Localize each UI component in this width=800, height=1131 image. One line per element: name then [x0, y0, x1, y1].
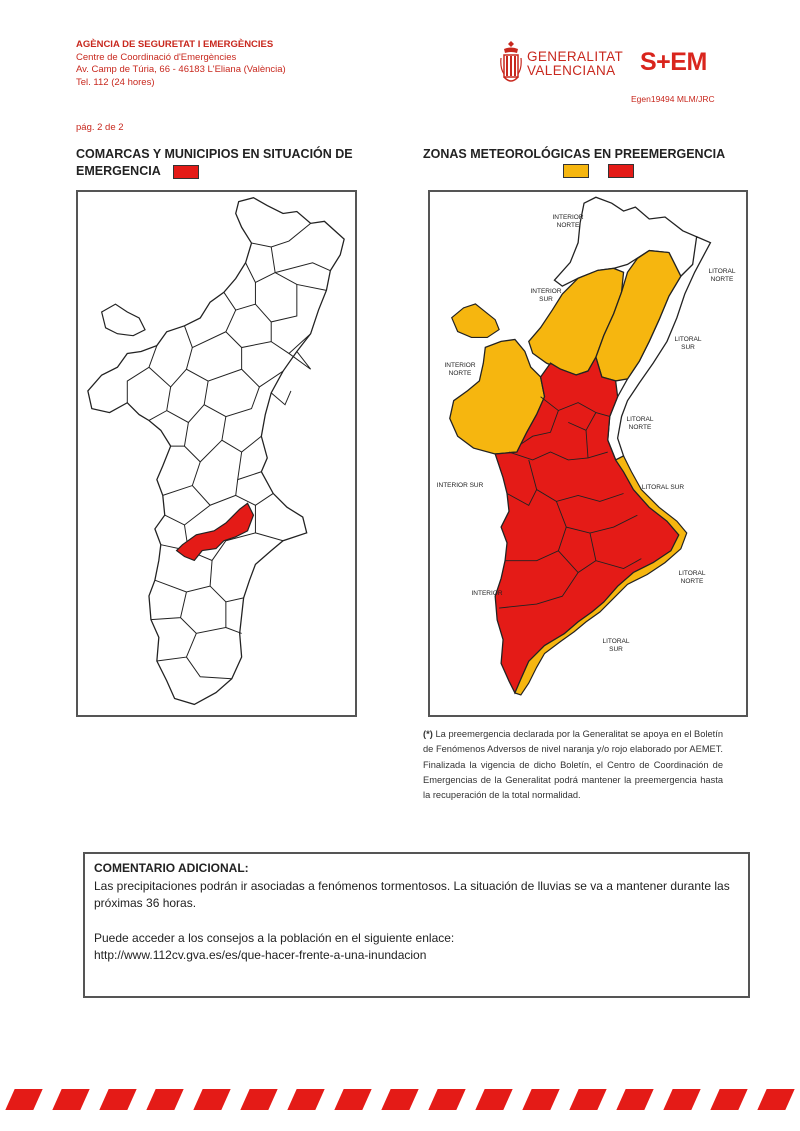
agency-name: AGÈNCIA DE SEGURETAT I EMERGÈNCIES — [76, 39, 274, 50]
comment-weather-text: Las precipitaciones podrán ir asociadas a fenómenos tormentosos. La situación de lluvias se va a mantener durante las próximas 36 horas. — [94, 878, 730, 910]
footer-stripes — [0, 1089, 800, 1110]
footer-stripe — [663, 1089, 700, 1110]
footer-stripe — [616, 1089, 653, 1110]
island-outline — [102, 304, 145, 336]
emergency-color-swatch — [173, 165, 199, 179]
left-map-title: COMARCAS Y MUNICIPIOS EN SITUACIÓN DE EMERGENCIA — [76, 147, 353, 178]
document-reference: Egen19494 MLM/JRC — [631, 94, 715, 104]
generalitat-emblem-icon — [500, 40, 522, 86]
footer-stripe — [240, 1089, 277, 1110]
comment-advice-text: Puede acceder a los consejos a la población en el siguiente enlace: — [94, 930, 455, 945]
zone-label-interior-sur-1: INTERIOR SUR — [530, 288, 562, 303]
zone-label-litoral-norte-2: LITORAL NORTE — [626, 416, 654, 431]
zone-label-interior-sur-2: INTERIOR SUR — [436, 482, 484, 489]
agency-header — [76, 39, 286, 89]
generalitat-logo — [500, 38, 622, 88]
footer-stripe — [334, 1089, 371, 1110]
footer-stripe — [522, 1089, 559, 1110]
footer-stripe — [569, 1089, 606, 1110]
footnote-text: La preemergencia declarada por la Generalitat se apoya en el Boletín de Fenómenos Adversos de nivel naranja y/o rojo elaborado por AEMET. Finalizada la vigencia de dicho Boletín, el Centro de Coordinación de Emergencias de la Generalitat podrá mantener la preemergencia hasta la recuperación de la total normalidad. — [423, 729, 723, 801]
orange-level-swatch — [563, 164, 589, 178]
footer-stripe — [475, 1089, 512, 1110]
footer-stripe — [5, 1089, 42, 1110]
agency-phone: Tel. 112 (24 hores) — [76, 76, 155, 88]
footer-stripe — [428, 1089, 465, 1110]
footer-stripe — [757, 1089, 794, 1110]
footer-stripe — [381, 1089, 418, 1110]
meteo-zones-map-svg — [430, 192, 746, 715]
gva-line2: VALENCIANA — [527, 63, 616, 78]
zone-label-interior: INTERIOR — [471, 590, 503, 597]
page-number: pág. 2 de 2 — [76, 122, 124, 133]
zone-label-interior-norte-2: INTERIOR NORTE — [444, 362, 476, 377]
zone-label-litoral-norte-1: LITORAL NORTE — [708, 268, 736, 283]
footer-stripe — [710, 1089, 747, 1110]
agency-address: Av. Camp de Túria, 66 - 46183 L'Eliana (València) — [76, 64, 286, 75]
preemergency-footnote — [423, 727, 723, 803]
generalitat-wordmark — [527, 50, 623, 78]
footer-stripe — [52, 1089, 89, 1110]
zone-label-litoral-sur-3: LITORAL SUR — [602, 638, 630, 653]
zone-label-litoral-sur-1: LITORAL SUR — [674, 336, 702, 351]
zone-label-interior-norte-1: INTERIOR NORTE — [552, 214, 584, 229]
comarcas-map-svg — [78, 192, 355, 715]
red-level-swatch — [608, 164, 634, 178]
zone-label-litoral-sur-2: LITORAL SUR — [641, 484, 685, 491]
advice-link[interactable]: http://www.112cv.gva.es/es/que-hacer-frente-a-una-inundacion — [94, 948, 427, 962]
region-outline — [88, 198, 344, 705]
footer-stripe — [146, 1089, 183, 1110]
zone-label-litoral-norte-3: LITORAL NORTE — [678, 570, 706, 585]
right-map-title: ZONAS METEOROLÓGICAS EN PREEMERGENCIA — [423, 147, 726, 161]
footer-stripe — [99, 1089, 136, 1110]
zone-island-orange — [452, 304, 499, 338]
agency-centre: Centre de Coordinació d'Emergències — [76, 51, 237, 63]
comarcas-map — [76, 190, 357, 717]
footer-stripe — [193, 1089, 230, 1110]
additional-comment-box — [83, 852, 750, 998]
footnote-marker: (*) — [423, 729, 433, 739]
comment-title: COMENTARIO ADICIONAL: — [94, 861, 249, 875]
gva-line1: GENERALITAT — [527, 49, 624, 64]
meteo-zones-map — [428, 190, 748, 717]
sem-logo: S+EM — [640, 48, 707, 76]
footer-stripe — [287, 1089, 324, 1110]
